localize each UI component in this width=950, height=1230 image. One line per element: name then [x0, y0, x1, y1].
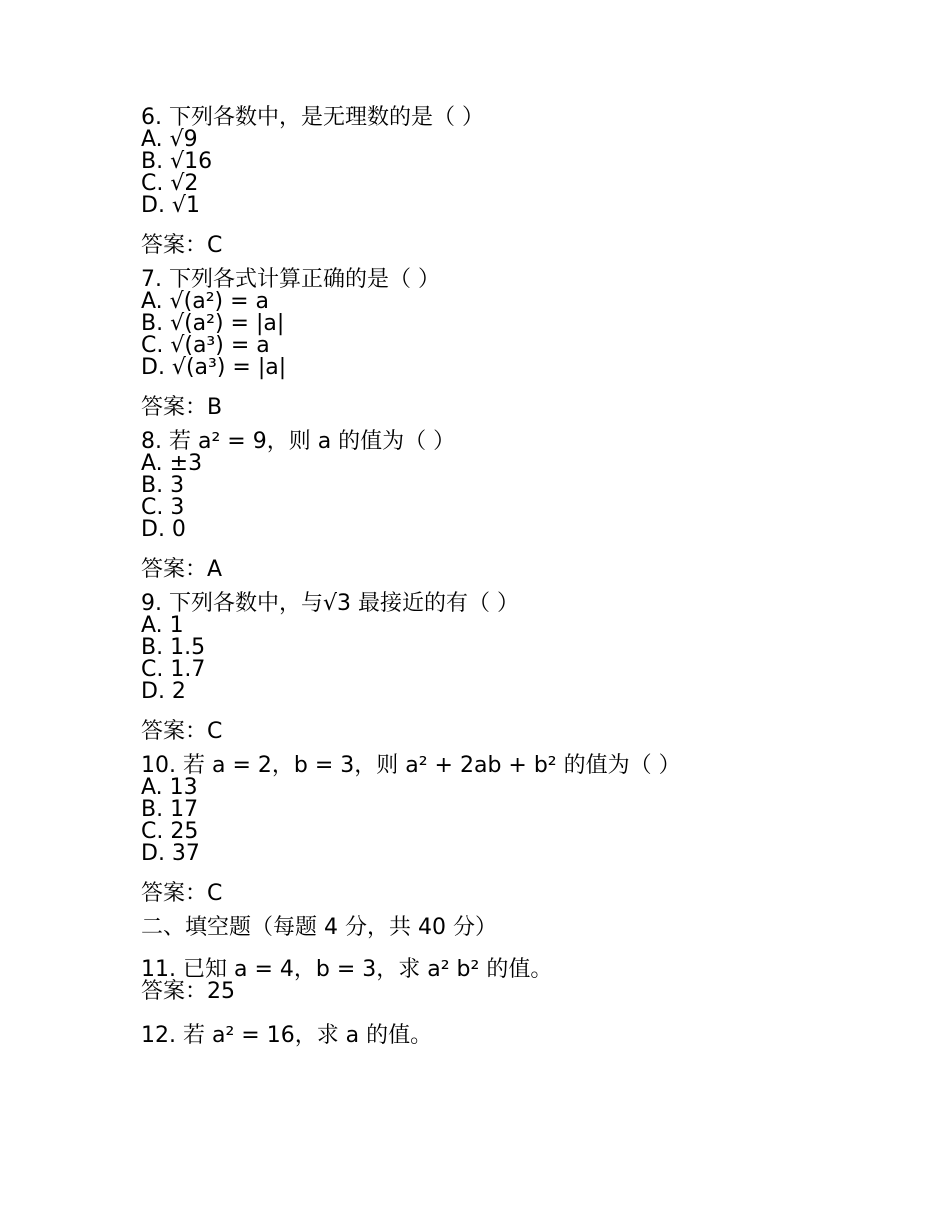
option-d: D. 37 — [141, 841, 200, 866]
question-7 — [141, 269, 921, 419]
question-9 — [141, 593, 921, 743]
answer-text: 答案：25 — [141, 979, 235, 1004]
option-d: D. √(a³) = |a| — [141, 355, 287, 380]
section-title: 二、填空题（每题 4 分，共 40 分） — [141, 915, 497, 940]
question-10 — [141, 755, 921, 905]
question-stem: 10. 若 a = 2，b = 3，则 a² + 2ab + b² 的值为（ ） — [141, 753, 681, 778]
option-b: B. 17 — [141, 797, 199, 822]
option-c: C. 1.7 — [141, 657, 206, 682]
option-c: C. √(a³) = a — [141, 333, 270, 358]
question-stem: 6. 下列各数中，是无理数的是（ ） — [141, 105, 484, 130]
option-a: A. ±3 — [141, 451, 203, 476]
answer-text: 答案：C — [141, 233, 223, 258]
question-stem: 11. 已知 a = 4，b = 3，求 a² b² 的值。 — [141, 957, 553, 982]
answer-text: 答案：B — [141, 395, 223, 420]
option-b: B. √16 — [141, 149, 213, 174]
question-stem: 9. 下列各数中，与√3 最接近的有（ ） — [141, 591, 519, 616]
question-8 — [141, 431, 921, 581]
option-a: A. 1 — [141, 613, 184, 638]
question-stem: 12. 若 a² = 16，求 a 的值。 — [141, 1023, 433, 1048]
option-b: B. √(a²) = |a| — [141, 311, 285, 336]
option-b: B. 1.5 — [141, 635, 206, 660]
question-12 — [141, 1025, 921, 1047]
question-11 — [141, 959, 921, 1003]
option-a: A. √(a²) = a — [141, 289, 270, 314]
question-stem: 8. 若 a² = 9，则 a 的值为（ ） — [141, 429, 456, 454]
answer-text: 答案：A — [141, 557, 223, 582]
answer-text: 答案：C — [141, 719, 223, 744]
question-6 — [141, 107, 921, 257]
option-a: A. 13 — [141, 775, 198, 800]
option-c: C. √2 — [141, 171, 199, 196]
question-stem: 7. 下列各式计算正确的是（ ） — [141, 267, 440, 292]
option-d: D. 0 — [141, 517, 186, 542]
option-c: C. 25 — [141, 819, 199, 844]
option-b: B. 3 — [141, 473, 185, 498]
option-a: A. √9 — [141, 127, 198, 152]
answer-text: 答案：C — [141, 881, 223, 906]
exam-page — [141, 107, 921, 1059]
option-d: D. √1 — [141, 193, 200, 218]
option-c: C. 3 — [141, 495, 185, 520]
option-d: D. 2 — [141, 679, 186, 704]
